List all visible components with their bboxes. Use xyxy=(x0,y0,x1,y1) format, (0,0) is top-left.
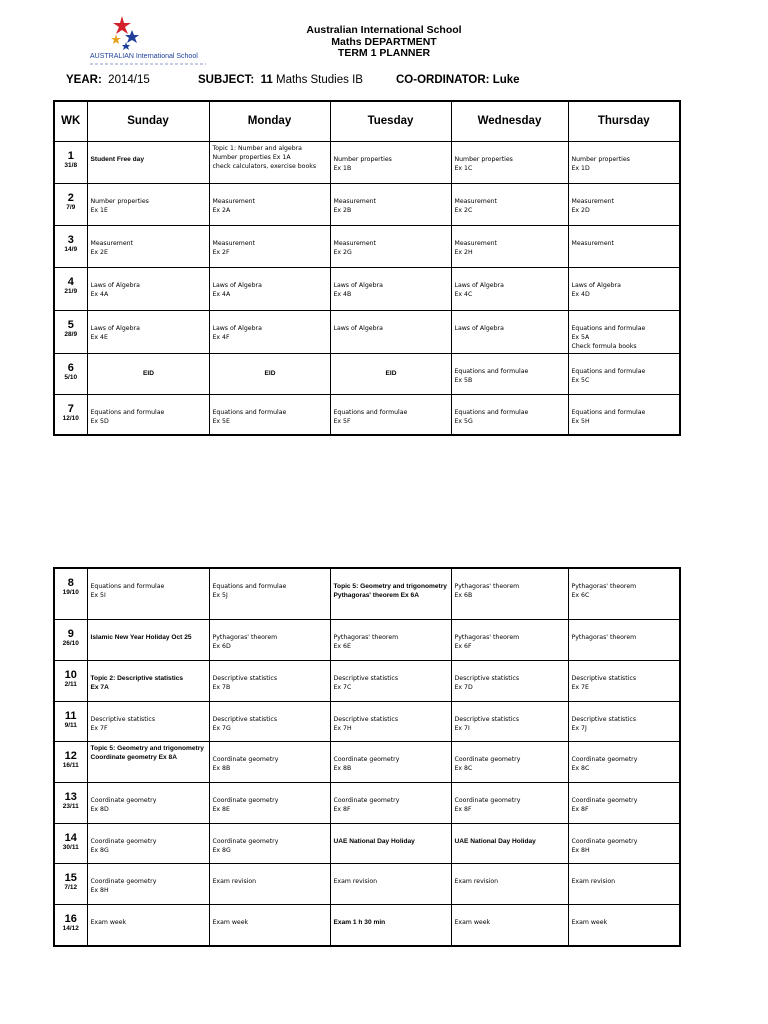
week-date: 2/11 xyxy=(64,680,77,688)
lesson-text: Laws of Algebra xyxy=(333,324,383,332)
lesson-text: Equations and formulae Ex 5B xyxy=(454,367,529,384)
cell-wednesday xyxy=(451,183,568,225)
lesson-text: Topic 2: Descriptive statistics Ex 7A xyxy=(90,674,184,691)
lesson-text: Exam revision xyxy=(454,877,499,885)
logo-text: AUSTRALIAN International School xyxy=(90,53,198,60)
week-date: 14/9 xyxy=(64,245,78,253)
lesson-text: Descriptive statistics Ex 7F xyxy=(90,715,156,732)
cell-tuesday xyxy=(330,701,451,741)
lesson-text: Descriptive statistics Ex 7B xyxy=(212,674,278,691)
week-date: 16/11 xyxy=(62,761,79,769)
lesson-text: Equations and formulae Ex 5F xyxy=(333,408,408,425)
week-cell xyxy=(54,141,87,183)
cell-sunday xyxy=(87,741,209,782)
week-cell xyxy=(54,904,87,946)
table-row xyxy=(54,782,680,823)
lesson-text: Pythagoras' theorem Ex 6F xyxy=(454,633,520,650)
cell-wednesday xyxy=(451,267,568,310)
lesson-text: Exam week xyxy=(90,918,127,926)
lesson-text: Exam 1 h 30 min xyxy=(333,918,386,926)
lesson-text: Measurement Ex 2B xyxy=(333,197,376,214)
table-row xyxy=(54,823,680,863)
cell-wednesday xyxy=(451,904,568,946)
week-date: 7/9 xyxy=(66,203,76,211)
cell-wednesday xyxy=(451,225,568,267)
cell-thursday xyxy=(568,353,680,394)
week-cell xyxy=(54,701,87,741)
lesson-text: Student Free day xyxy=(90,155,144,163)
table-row xyxy=(54,183,680,225)
cell-tuesday xyxy=(330,267,451,310)
cell-wednesday xyxy=(451,741,568,782)
lesson-text: Measurement Ex 2H xyxy=(454,239,497,256)
cell-tuesday xyxy=(330,183,451,225)
cell-thursday xyxy=(568,183,680,225)
lesson-text: Exam revision xyxy=(571,877,616,885)
week-cell xyxy=(54,310,87,353)
document-header xyxy=(250,25,518,60)
lesson-text: Pythagoras' theorem Ex 6B xyxy=(454,583,520,599)
cell-wednesday xyxy=(451,619,568,660)
year-field xyxy=(66,74,150,86)
lesson-text: Exam revision xyxy=(333,877,378,885)
cell-tuesday xyxy=(330,225,451,267)
lesson-text: EID xyxy=(143,369,154,377)
lesson-text: Coordinate geometry Ex 8F xyxy=(333,796,400,813)
week-number: 9 xyxy=(67,627,74,640)
lesson-text: Descriptive statistics Ex 7J xyxy=(571,715,637,732)
lesson-text: Islamic New Year Holiday Oct 25 xyxy=(90,633,192,641)
week-number: 14 xyxy=(64,831,77,844)
week-date: 26/10 xyxy=(62,639,79,647)
table-row xyxy=(54,904,680,946)
week-cell xyxy=(54,267,87,310)
lesson-text: Laws of Algebra Ex 4A xyxy=(212,281,262,298)
cell-tuesday xyxy=(330,619,451,660)
lesson-text: Laws of Algebra Ex 4C xyxy=(454,281,504,298)
cell-tuesday xyxy=(330,782,451,823)
week-number: 12 xyxy=(64,749,77,762)
lesson-text: Equations and formulae Ex 5H xyxy=(571,408,646,425)
lesson-text: Measurement Ex 2C xyxy=(454,197,497,214)
lesson-text: UAE National Day Holiday xyxy=(454,837,536,845)
cell-sunday xyxy=(87,863,209,904)
cell-thursday xyxy=(568,225,680,267)
cell-wednesday xyxy=(451,394,568,435)
lesson-text: Coordinate geometry Ex 8E xyxy=(212,796,279,813)
cell-sunday xyxy=(87,353,209,394)
cell-thursday xyxy=(568,310,680,353)
lesson-text: Laws of Algebra Ex 4E xyxy=(90,324,140,341)
week-number: 5 xyxy=(67,318,74,331)
cell-monday xyxy=(209,823,330,863)
lesson-text: Number properties Ex 1D xyxy=(571,155,630,172)
week-date: 12/10 xyxy=(62,414,79,422)
lesson-text: Laws of Algebra xyxy=(454,324,504,332)
planner-table-weeks-8-16 xyxy=(53,567,681,947)
week-number: 15 xyxy=(64,871,77,884)
planner-title: TERM 1 PLANNER xyxy=(337,47,431,59)
lesson-text: Measurement xyxy=(571,239,614,247)
column-header-sunday: Sunday xyxy=(87,101,209,141)
subject-label: SUBJECT: xyxy=(198,74,255,86)
cell-sunday xyxy=(87,823,209,863)
column-header-monday: Monday xyxy=(209,101,330,141)
week-number: 11 xyxy=(64,709,77,722)
cell-thursday xyxy=(568,904,680,946)
lesson-text: Measurement Ex 2A xyxy=(212,197,255,214)
year-label: YEAR: xyxy=(66,74,102,86)
cell-tuesday xyxy=(330,310,451,353)
lesson-text: Equations and formulae Ex 5A Check formula books xyxy=(571,324,646,350)
lesson-text: Topic 1: Number and algebra Number properties Ex 1A check calculators, exercise books xyxy=(212,144,317,170)
cell-thursday xyxy=(568,394,680,435)
cell-monday xyxy=(209,310,330,353)
cell-monday xyxy=(209,568,330,619)
coordinator-field xyxy=(396,74,520,86)
lesson-text: Coordinate geometry Ex 8H xyxy=(90,877,157,894)
lesson-text: Laws of Algebra Ex 4B xyxy=(333,281,383,298)
lesson-text: Measurement Ex 2F xyxy=(212,239,255,256)
cell-sunday xyxy=(87,701,209,741)
lesson-text: Coordinate geometry Ex 8H xyxy=(571,837,638,854)
lesson-text: Descriptive statistics Ex 7G xyxy=(212,715,278,732)
week-cell xyxy=(54,353,87,394)
lesson-text: Coordinate geometry Ex 8F xyxy=(454,796,521,813)
week-date: 9/11 xyxy=(64,721,77,729)
lesson-text: Measurement Ex 2G xyxy=(333,239,376,256)
cell-wednesday xyxy=(451,863,568,904)
lesson-text: UAE National Day Holiday xyxy=(333,837,415,845)
lesson-text: Descriptive statistics Ex 7H xyxy=(333,715,399,732)
table-row xyxy=(54,660,680,701)
cell-sunday xyxy=(87,660,209,701)
cell-sunday xyxy=(87,225,209,267)
week-cell xyxy=(54,782,87,823)
cell-thursday xyxy=(568,141,680,183)
cell-thursday xyxy=(568,568,680,619)
planner-table-weeks-1-7 xyxy=(53,100,681,436)
lesson-text: EID xyxy=(385,369,397,377)
lesson-text: Coordinate geometry Ex 8B xyxy=(212,755,279,772)
department-name: Maths DEPARTMENT xyxy=(331,35,437,48)
table-row xyxy=(54,741,680,782)
cell-thursday xyxy=(568,823,680,863)
lesson-text: Descriptive statistics Ex 7E xyxy=(571,674,637,691)
cell-sunday xyxy=(87,310,209,353)
lesson-text: Coordinate geometry Ex 8C xyxy=(454,755,521,772)
lesson-text: Measurement Ex 2E xyxy=(90,239,133,256)
lesson-text: Measurement Ex 2D xyxy=(571,197,614,214)
lesson-text: Pythagoras' theorem Ex 6E xyxy=(333,633,399,650)
lesson-text: Pythagoras' theorem Ex 6D xyxy=(212,633,278,650)
subject-grade: 11 xyxy=(260,74,273,86)
cell-tuesday xyxy=(330,863,451,904)
table-row xyxy=(54,225,680,267)
week-cell xyxy=(54,183,87,225)
lesson-text: Coordinate geometry Ex 8G xyxy=(90,837,157,854)
cell-thursday xyxy=(568,619,680,660)
column-header-wednesday: Wednesday xyxy=(451,101,568,141)
table-row xyxy=(54,568,680,619)
lesson-text: Laws of Algebra Ex 4A xyxy=(90,281,140,298)
cell-wednesday xyxy=(451,141,568,183)
table-row xyxy=(54,394,680,435)
week-date: 28/9 xyxy=(64,330,78,338)
week-number: 2 xyxy=(67,191,74,204)
table-row xyxy=(54,863,680,904)
cell-tuesday xyxy=(330,660,451,701)
lesson-text: Equations and formulae Ex 5G xyxy=(454,408,529,425)
school-name: Australian International School xyxy=(306,24,462,36)
lesson-text: Topic 5: Geometry and trigonometry Pythagoras' theorem Ex 6A xyxy=(333,583,447,599)
table-row xyxy=(54,353,680,394)
cell-wednesday xyxy=(451,701,568,741)
cell-thursday xyxy=(568,741,680,782)
column-header-tuesday: Tuesday xyxy=(330,101,451,141)
lesson-text: Equations and formulae Ex 5C xyxy=(571,367,646,384)
week-number: 3 xyxy=(67,233,74,246)
lesson-text: Number properties Ex 1E xyxy=(90,197,149,214)
lesson-text: Exam revision xyxy=(212,877,257,885)
lesson-text: Equations and formulae Ex 5D xyxy=(90,408,165,425)
week-number: 1 xyxy=(67,149,74,162)
cell-monday xyxy=(209,141,330,183)
cell-thursday xyxy=(568,701,680,741)
cell-wednesday xyxy=(451,782,568,823)
week-date: 19/10 xyxy=(62,589,79,596)
week-number: 4 xyxy=(67,275,74,288)
week-cell xyxy=(54,619,87,660)
week-date: 30/11 xyxy=(62,843,79,851)
cell-monday xyxy=(209,225,330,267)
cell-sunday xyxy=(87,568,209,619)
week-date: 14/12 xyxy=(62,924,79,932)
lesson-text: Coordinate geometry Ex 8C xyxy=(571,755,638,772)
cell-sunday xyxy=(87,394,209,435)
lesson-text: Number properties Ex 1B xyxy=(333,155,392,172)
school-logo xyxy=(88,14,218,70)
lesson-text: Exam week xyxy=(212,918,249,926)
cell-monday xyxy=(209,660,330,701)
lesson-text: Pythagoras' theorem xyxy=(571,633,637,641)
lesson-text: Exam week xyxy=(454,918,491,926)
cell-sunday xyxy=(87,904,209,946)
cell-monday xyxy=(209,741,330,782)
week-number: 10 xyxy=(64,668,77,681)
lesson-text: Equations and formulae Ex 5J xyxy=(212,583,287,599)
lesson-text: Equations and formulae Ex 5I xyxy=(90,583,165,599)
week-number: 16 xyxy=(64,912,77,925)
table-row xyxy=(54,141,680,183)
cell-sunday xyxy=(87,267,209,310)
cell-monday xyxy=(209,394,330,435)
cell-monday xyxy=(209,267,330,310)
week-cell xyxy=(54,741,87,782)
cell-wednesday xyxy=(451,660,568,701)
table-row xyxy=(54,619,680,660)
logo-stars-icon xyxy=(88,14,218,70)
cell-sunday xyxy=(87,183,209,225)
cell-wednesday xyxy=(451,568,568,619)
week-cell xyxy=(54,568,87,619)
week-cell xyxy=(54,394,87,435)
week-date: 31/8 xyxy=(64,161,78,169)
cell-wednesday xyxy=(451,823,568,863)
cell-wednesday xyxy=(451,310,568,353)
header-row xyxy=(54,101,680,141)
lesson-text: Coordinate geometry Ex 8D xyxy=(90,796,157,813)
column-header-wk: WK xyxy=(54,101,87,141)
cell-monday xyxy=(209,353,330,394)
cell-thursday xyxy=(568,782,680,823)
year-value: 2014/15 xyxy=(108,74,150,86)
week-cell xyxy=(54,823,87,863)
lesson-text: Pythagoras' theorem Ex 6C xyxy=(571,583,637,599)
lesson-text: Laws of Algebra Ex 4F xyxy=(212,324,262,341)
week-number: 8 xyxy=(67,577,74,589)
lesson-text: Number properties Ex 1C xyxy=(454,155,513,172)
cell-tuesday xyxy=(330,741,451,782)
subject-field xyxy=(198,74,363,86)
cell-wednesday xyxy=(451,353,568,394)
cell-tuesday xyxy=(330,823,451,863)
cell-thursday xyxy=(568,267,680,310)
subject-value: Maths Studies IB xyxy=(276,74,363,86)
week-date: 7/12 xyxy=(64,883,78,891)
cell-tuesday xyxy=(330,353,451,394)
table-row xyxy=(54,310,680,353)
lesson-text: Laws of Algebra Ex 4D xyxy=(571,281,621,298)
week-date: 5/10 xyxy=(64,373,78,381)
lesson-text: Topic 5: Geometry and trigonometry Coordinate geometry Ex 8A xyxy=(90,744,204,761)
coordinator-label: CO-ORDINATOR: xyxy=(396,74,490,86)
lesson-text: Descriptive statistics Ex 7I xyxy=(454,715,520,732)
week-number: 7 xyxy=(67,402,74,415)
lesson-text: Coordinate geometry Ex 8B xyxy=(333,755,400,772)
week-date: 21/9 xyxy=(64,287,78,295)
table-row xyxy=(54,267,680,310)
cell-sunday xyxy=(87,619,209,660)
cell-tuesday xyxy=(330,141,451,183)
cell-tuesday xyxy=(330,394,451,435)
lesson-text: Descriptive statistics Ex 7D xyxy=(454,674,520,691)
lesson-text: Equations and formulae Ex 5E xyxy=(212,408,287,425)
week-cell xyxy=(54,863,87,904)
week-number: 13 xyxy=(64,790,77,803)
cell-monday xyxy=(209,183,330,225)
lesson-text: Descriptive statistics Ex 7C xyxy=(333,674,399,691)
lesson-text: Coordinate geometry Ex 8G xyxy=(212,837,279,854)
cell-thursday xyxy=(568,660,680,701)
week-cell xyxy=(54,660,87,701)
week-cell xyxy=(54,225,87,267)
cell-monday xyxy=(209,904,330,946)
coordinator-value: Luke xyxy=(492,74,520,86)
cell-monday xyxy=(209,701,330,741)
cell-sunday xyxy=(87,141,209,183)
cell-tuesday xyxy=(330,568,451,619)
column-header-thursday: Thursday xyxy=(568,101,680,141)
cell-sunday xyxy=(87,782,209,823)
cell-monday xyxy=(209,782,330,823)
cell-tuesday xyxy=(330,904,451,946)
lesson-text: Coordinate geometry Ex 8F xyxy=(571,796,638,813)
week-number: 6 xyxy=(67,361,74,374)
cell-monday xyxy=(209,863,330,904)
cell-monday xyxy=(209,619,330,660)
lesson-text: EID xyxy=(264,369,276,377)
cell-thursday xyxy=(568,863,680,904)
table-row xyxy=(54,701,680,741)
week-date: 23/11 xyxy=(62,802,79,810)
lesson-text: Exam week xyxy=(571,918,608,926)
